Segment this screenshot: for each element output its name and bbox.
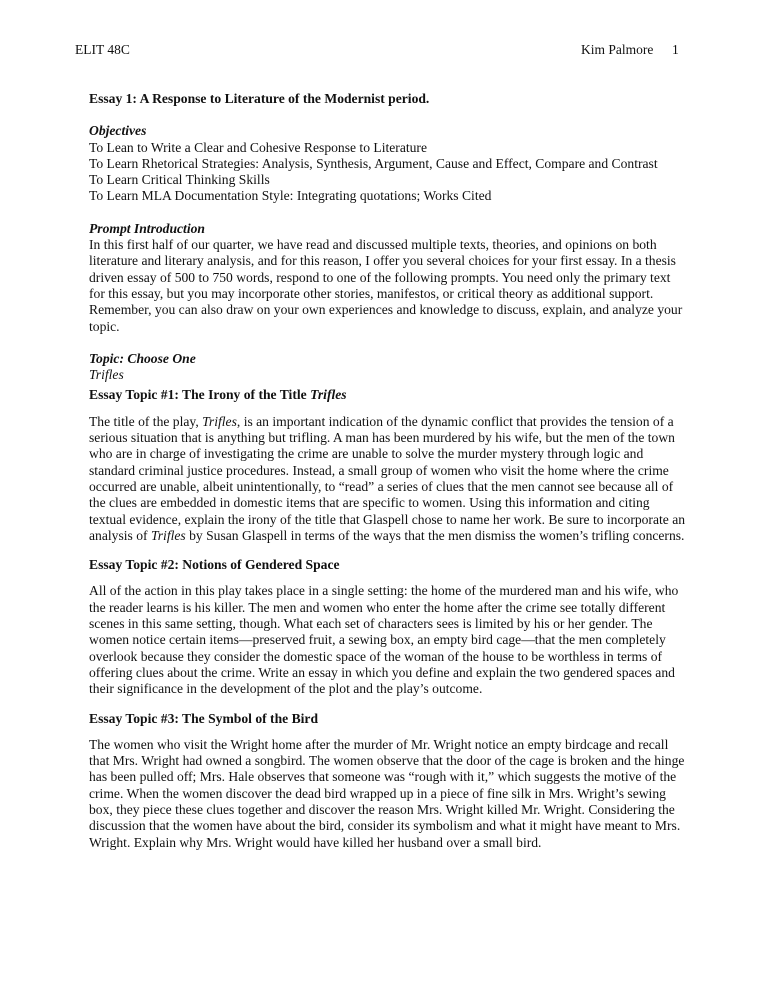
essay-topic-2-heading: Essay Topic #2: Notions of Gendered Space [89,557,340,573]
essay-topic-3-heading: Essay Topic #3: The Symbol of the Bird [89,710,319,726]
objectives-section [89,123,689,204]
topic-work-title: Trifles [89,367,124,383]
author-name: Kim Palmore [581,42,654,57]
essay-topic-2 [89,557,689,697]
essay-topic-2-text: All of the action in this play takes place in a single setting: the home of the murdered man and his wife, who the reader learns is his killer. The men and women who enter the home after the crime see totally different scenes in this same setting, though. What each set of characters sees is limited by his or her gender. The women notice certain items—preserved fruit, a sewing box, an empty bird cage—that the men completely overlook because they consider the domestic space of the woman of the house to be worthless in terms of offering clues about the crime. Write an essay in which you define and explain the two gendered spaces and their significance in the development of the plot and the play’s outcome. [89,583,679,697]
prompt-intro-text: In this first half of our quarter, we have read and discussed multiple texts, theories, and opinions on both literature and literary analysis, and for this reason, I offer you several choices for your first essay. In a thesis driven essay of 500 to 750 words, respond to one of the following prompts. You need only the primary text for this essay, but you may incorporate other stories, manifestos, or critical theory as additional support. Remember, you can also draw on your own experiences and knowledge to discuss, explain, and analyze your topic. [89,237,683,334]
objective-item: To Lean to Write a Clear and Cohesive Response to Literature [89,139,427,155]
essay-topic-1-text-c: by Susan Glaspell in terms of the ways that the men dismiss the women’s trifling concerns. [189,527,685,543]
essay-topic-1-text-b: , is an important indication of the dynamic conflict that provides the tension of a serious situation that is anything but trifling. A man has been murdered by his wife, but the men of the town who are in charge of investigating the crime are unable to solve the murder mystery through logic and standard criminal justice procedures. Instead, a small group of women who visit the home where the crime occurred are unable, albeit unintentionally, to “read” a series of clues that the men cannot see because all of the clues are embedded in domestic items that are specific to women. Using this information and citing textual evidence, explain the irony of the title that Glaspell chose to name her work. Be sure to incorporate an analysis of [89,413,686,543]
essay-topic-3-text: The women who visit the Wright home after the murder of Mr. Wright notice an empty birdcage and recall that Mrs. Wright had owned a songbird. The women observe that the door of the cage is broken and the hinge has been pulled off; Mrs. Hale observes that someone was “rough with it,” which suggests the motive of the crime. When the women discover the dead bird wrapped up in a piece of fine silk in Mrs. Wright’s sewing box, they piece these clues together and discover the reason Mrs. Wright killed Mr. Wright. Considering the discussion that the women have about the bird, consider its symbolism and what it might have meant to Mrs. Wright. Explain why Mrs. Wright would have killed her husband over a small bird. [89,736,685,850]
prompt-intro-section [89,221,689,335]
essay-topic-1-text-a: The title of the play, [89,413,199,429]
essay-topic-1-heading-text: Essay Topic #1: The Irony of the Title [89,387,307,403]
objectives-heading: Objectives [89,123,147,139]
document-title: Essay 1: A Response to Literature of the Modernist period. [89,91,430,106]
essay-topic-1 [89,387,689,544]
topic-heading: Topic: Choose One [89,350,196,366]
essay-topic-1-heading [89,387,689,403]
essay-topic-1-italic-a: Trifles [202,413,237,429]
course-code: ELIT 48C [75,42,130,57]
page-number: 1 [672,42,679,57]
document-body [89,91,689,851]
essay-topic-1-heading-italic: Trifles [310,387,347,403]
objective-item: To Learn Critical Thinking Skills [89,172,270,188]
essay-topic-3 [89,711,689,851]
prompt-intro-heading: Prompt Introduction [89,220,205,236]
topic-section [89,351,689,384]
essay-topic-1-text [89,414,689,544]
objective-item: To Learn Rhetorical Strategies: Analysis, Synthesis, Argument, Cause and Effect, Compare and Contrast [89,155,658,171]
objective-item: To Learn MLA Documentation Style: Integrating quotations; Works Cited [89,188,492,204]
essay-topic-1-italic-b: Trifles [150,527,186,543]
